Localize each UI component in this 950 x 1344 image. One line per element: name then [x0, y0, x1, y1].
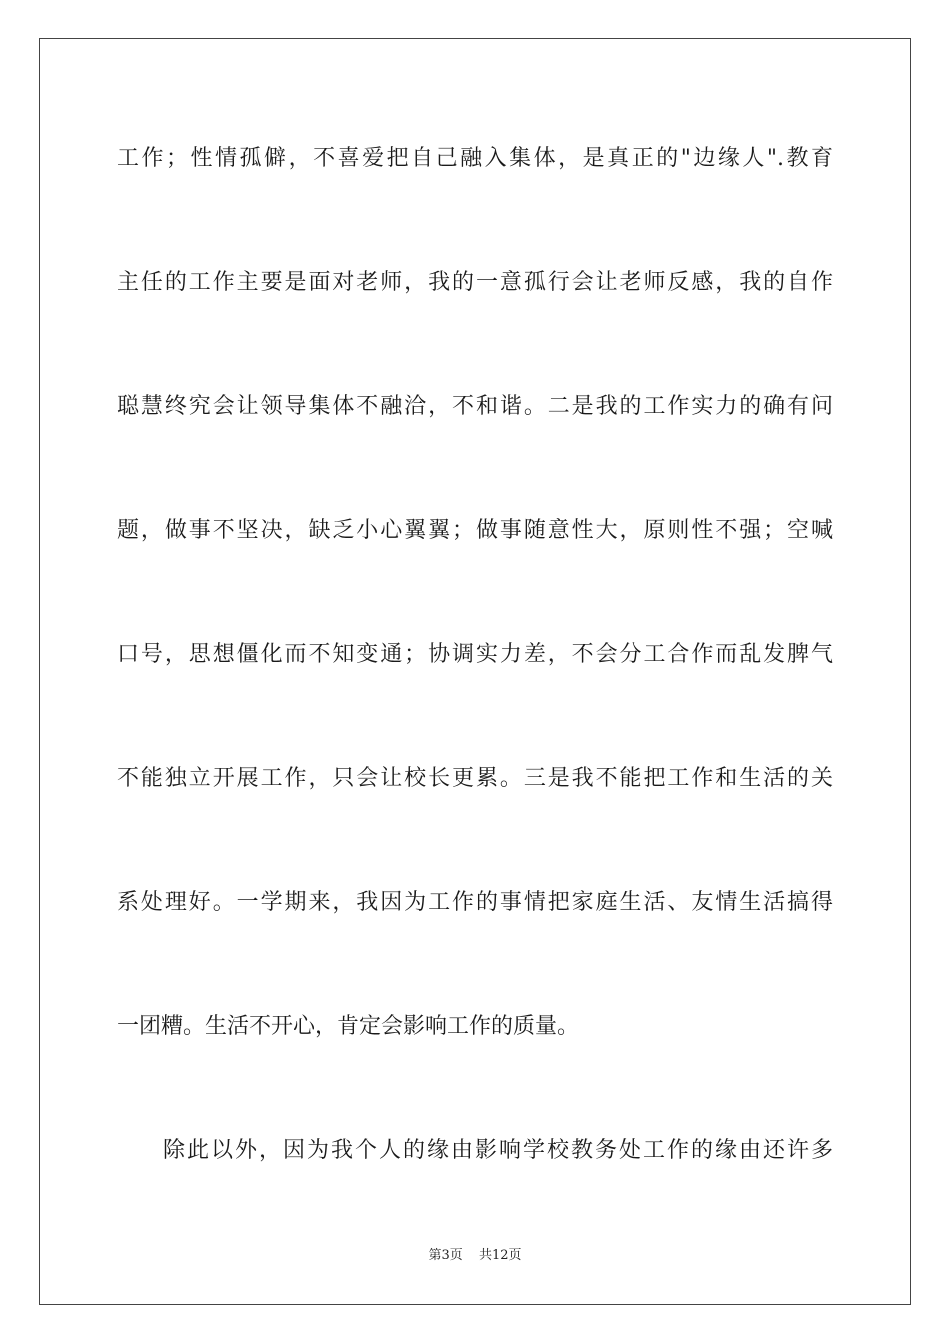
text-line: 主任的工作主要是面对老师，我的一意孤行会让老师反感，我的自作	[117, 270, 833, 295]
text-line: 不能独立开展工作，只会让校长更累。三是我不能把工作和生活的关	[117, 766, 833, 791]
text-line: 工作；性情孤僻，不喜爱把自己融入集体，是真正的"边缘人".教育	[117, 146, 833, 171]
document-body	[117, 128, 833, 1244]
paragraph-start-line: 除此以外，因为我个人的缘由影响学校教务处工作的缘由还许多	[163, 1138, 833, 1163]
text-line: 系处理好。一学期来，我因为工作的事情把家庭生活、友情生活搞得	[117, 890, 833, 915]
text-line: 题，做事不坚决，缺乏小心翼翼；做事随意性大，原则性不强；空喊	[117, 518, 833, 543]
page-number: 第3页	[428, 1248, 463, 1263]
text-line: 聪慧终究会让领导集体不融洽，不和谐。二是我的工作实力的确有问	[117, 394, 833, 419]
page-footer	[0, 1244, 950, 1263]
text-line: 一团糟。生活不开心，肯定会影响工作的质量。	[117, 1014, 580, 1039]
text-line: 口号，思想僵化而不知变通；协调实力差，不会分工合作而乱发脾气	[117, 642, 833, 667]
total-pages: 共12页	[478, 1248, 522, 1263]
